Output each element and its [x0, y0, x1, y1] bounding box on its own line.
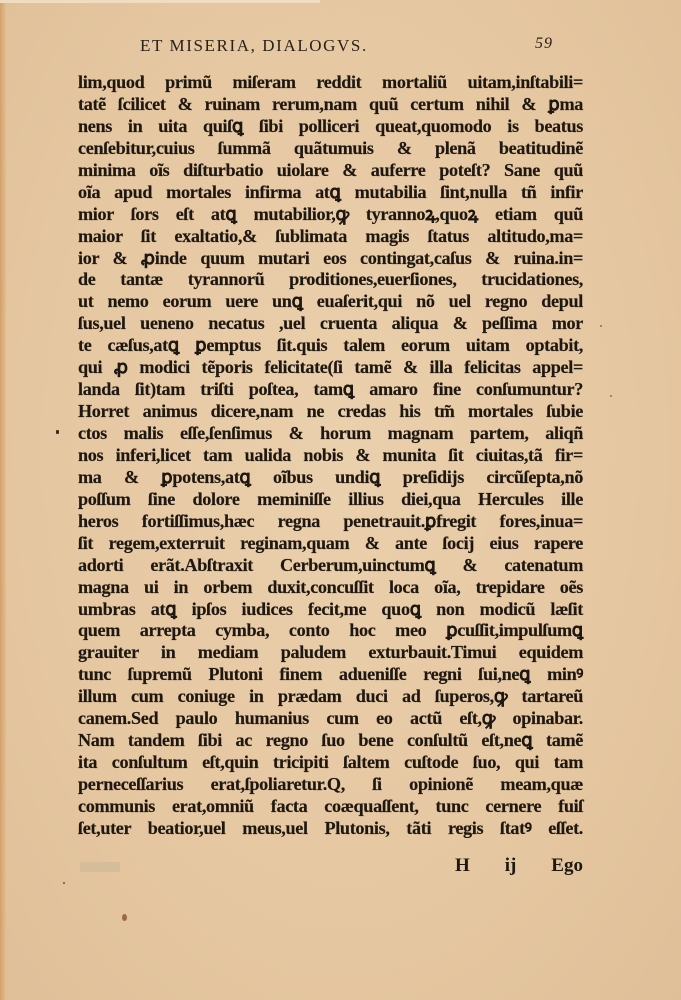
text-line: umbras atꝗ ipſos iudices fecit,me quoꝗ non modicũ læſit: [78, 598, 583, 619]
text-line: mior ſors eſt atꝗ mutabilior,ꝙ tyrannoꝝ,quoꝝ etiam quũ: [78, 203, 583, 224]
text-line: tunc ſupremũ Plutoni finem adueniſſe regni ſui,neꝗ minꝰ: [78, 664, 583, 685]
text-line: minima oĩs diſturbatio uiolare & auferre poteſt? Sane quũ: [78, 159, 583, 180]
text-line: de tantæ tyrannorũ proditiones,euerſiones, trucidationes,: [78, 269, 583, 290]
signature-leaf: ij: [504, 855, 517, 876]
text-line: adorti erãt.Abſtraxit Cerberum,uinctumꝗ & catenatum: [78, 554, 583, 575]
text-line: heros fortiſſimus,hæc regna penetrauit.ꝑfregit fores,inua=: [78, 510, 583, 531]
folio-number: 59: [535, 35, 553, 52]
text-line: nens in uita quiſꝗ ſibi polliceri queat,quomodo is beatus: [78, 115, 583, 136]
catchword: Ego: [551, 855, 583, 876]
paper-stain: [122, 914, 127, 921]
text-line: maior ſit exaltatio,& ſublimata magis ſtatus altitudo,ma=: [78, 225, 583, 246]
page-top-strip: [0, 0, 320, 3]
text-line: te cæſus,atꝗ ꝑemptus ſit.quis talem eorum uitam optabit,: [78, 335, 583, 356]
paper-speck: [610, 395, 612, 397]
text-line: ſet,uter beatior,uel meus,uel Plutonis, tãti regis ſtatꝰ eſſet.: [78, 817, 583, 838]
signature-mark: H: [455, 855, 470, 876]
text-line: ctos malis eſſe,ſenſimus & horum magnam partem, aliqñ: [78, 423, 583, 443]
text-line: illum cum coniuge in prædam duci ad ſuperos,ꝙ tartareũ: [78, 686, 583, 707]
text-line: ma & ꝑpotens,atꝗ oĩbus undiꝗ preſidijs circũſepta,nõ: [78, 466, 583, 487]
text-line: ita conſultum eſt,quin tricipiti ſaltem cuſtode ſuo, qui tam: [78, 752, 583, 773]
text-line: communis erat,omniũ facta coæquaſſent, tunc cernere fuiſ: [78, 795, 583, 816]
text-line: nos inferi,licet tam ualida nobis & munita ſit ciuitas,tã fir=: [78, 444, 583, 465]
text-line: poſſum ſine dolore meminiſſe illius diei,qua Hercules ille: [78, 488, 583, 509]
text-line: oĩa apud mortales infirma atꝗ mutabilia ſint,nulla tñ infir: [78, 181, 583, 202]
text-line: ſit regem,exterruit reginam,quam & ante ſocij eius rapere: [78, 532, 583, 553]
text-line: ſus,uel ueneno necatus ,uel cruenta aliqua & peſſima mor: [78, 313, 583, 334]
text-line: magna ui in orbem duxit,concuſſit loca oĩa, trepidare oẽs: [78, 576, 583, 597]
text-line: cenſebitur,cuius ſummã quãtumuis & plenã beatitudinẽ: [78, 137, 583, 158]
text-line: landa ſit)tam triſti poſtea, tamꝗ amaro fine conſumuntur?: [78, 379, 583, 400]
body-text: [78, 72, 583, 840]
signature-line: [455, 855, 583, 877]
text-line: Nam tandem ſibi ac regno ſuo bene conſultũ eſt,neꝗ tamẽ: [78, 730, 583, 751]
text-line: ut nemo eorum uere unꝗ euaſerit,qui nõ uel regno depul: [78, 291, 583, 312]
text-line: quem arrepta cymba, conto hoc meo ꝑcuſſit,impulſumꝗ: [78, 620, 583, 641]
paper-speck: [63, 882, 65, 884]
margin-mark: [56, 430, 59, 434]
paper-smudge: [80, 862, 120, 872]
text-line: canem.Sed paulo humanius cum eo actũ eſt,ꝙ opinabar.: [78, 708, 583, 729]
text-line: perneceſſarius erat,ſpoliaretur.Q, ſi opinionẽ meam,quæ: [78, 774, 583, 794]
text-line: qui ꝓ modici tẽporis felicitate(ſi tamẽ & illa felicitas appel=: [78, 357, 583, 378]
text-line: tatẽ ſcilicet & ruinam rerum,nam quũ certum nihil & ꝑma: [78, 93, 583, 114]
page-gutter-edge: [0, 0, 6, 1000]
paper-speck: [600, 325, 602, 327]
text-line: ior & ꝓinde quum mutari eos contingat,caſus & ruina.in=: [78, 247, 583, 268]
text-line: Horret animus dicere,nam ne credas his tm̃ mortales ſubie: [78, 401, 583, 422]
text-line: lim,quod primũ miſeram reddit mortaliũ uitam,inſtabili=: [78, 72, 583, 92]
text-line: grauiter in mediam paludem exturbauit.Timui equidem: [78, 642, 583, 663]
running-head: ET MISERIA, DIALOGVS.: [140, 36, 368, 55]
